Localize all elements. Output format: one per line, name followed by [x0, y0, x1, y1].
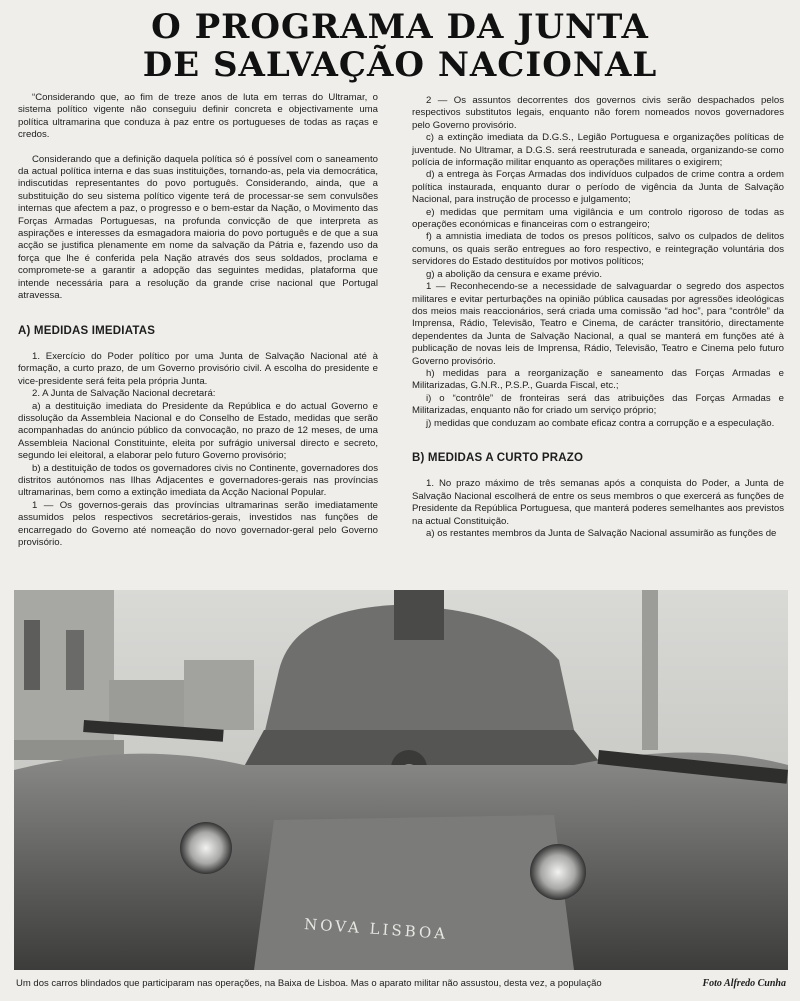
list-item: 2 — Os assuntos decorrentes dos governos civis serão despachados pelos respectivos substitutos legais, enquanto não forem nomeados novos governadores pelo Governo provisório.	[412, 95, 784, 131]
list-item: 1. No prazo máximo de três semanas após a conquista do Poder, a Junta de Salvação Nacional escolherá de entre os seus membros o que exercerá as funções de Presidente da República Portuguesa, que manterá poderes semelhantes aos previstos na actual Constituição.	[412, 478, 784, 527]
section-heading-b: B) MEDIDAS A CURTO PRAZO	[412, 451, 584, 464]
list-item: g) a abolição da censura e exame prévio.	[426, 268, 602, 280]
page-title	[0, 8, 800, 84]
list-item: a) os restantes membros da Junta de Salvação Nacional assumirão as funções de	[426, 528, 777, 539]
list-item: i) o “contrôle” de fronteiras será das atribuições das Forças Armadas e Militarizadas, enquanto não for criado um serviço próprio;	[412, 392, 784, 417]
title-line-2: DE SALVAÇÃO NACIONAL	[142, 45, 658, 85]
intro-paragraph: “Considerando que, ao fim de treze anos de luta em terras do Ultramar, o sistema político vigente não conseguiu definir concreta e objectivamente uma política ultramarina que conduza à paz entre os portugueses de todas as raças e credos.	[18, 92, 378, 141]
title-line-1: O PROGRAMA DA JUNTA	[151, 7, 649, 47]
vehicle-lettering: NOVA LISBOA	[303, 914, 449, 944]
right-column	[412, 95, 784, 540]
left-column	[18, 92, 378, 549]
list-item: 1. Exercício do Poder político por uma Junta de Salvação Nacional até à formação, a curto prazo, de um Governo provisório civil. A escolha do presidente e vice-presidente será feita pela própria Junta.	[18, 350, 378, 387]
list-item: j) medidas que conduzam ao combate eficaz contra a corrupção e a especulação.	[426, 417, 775, 429]
list-item: a) a destituição imediata do Presidente da República e do actual Governo e dissolução da Assembleia Nacional e do Conselho de Estado, medidas que serão acompanhadas do anúncio público da convocação, no prazo de 12 meses, de uma Assembleia Nacional Constituinte, eleita por sufrágio universal directo e secreto, segundo lei eleitoral, a elaborar pelo futuro Governo provisório;	[18, 400, 378, 462]
list-item: 2. A Junta de Salvação Nacional decretará:	[32, 388, 216, 400]
list-item: f) a amnistia imediata de todos os presos políticos, salvo os culpados de delitos comuns, os quais serão entregues ao foro respectivo, e reintegração voluntária dos servidores do Estado destituídos por motivos políticos;	[412, 231, 784, 268]
section-heading-a: A) MEDIDAS IMEDIATAS	[18, 324, 156, 337]
list-item: 1 — Reconhecendo-se a necessidade de salvaguardar o segredo dos aspectos militares e evitar perturbações na opinião pública causadas por agressões ideológicas dos meios mais reaccionários, será criada uma comissão “ad hoc”, para “contrôle” da Imprensa, Rádio, Televisão, Teatro e Cinema, de carácter transitório, directamente dependentes da Junta de Salvação Nacional, a qual se manterá em funções até à publicação de novas leis de Imprensa, Rádio, Televisão, Teatro e Cinema pelo futuro Governo provisório.	[412, 281, 784, 367]
list-item: e) medidas que permitam uma vigilância e um controlo rigoroso de todas as operações económicas e financeiras com o estrangeiro;	[412, 206, 784, 231]
photo-caption: Um dos carros blindados que participaram nas operações, na Baixa de Lisboa. Mas o aparato militar não assustou, desta vez, a população	[16, 978, 602, 989]
armored-car-photo	[14, 590, 788, 970]
photo-credit: Foto Alfredo Cunha	[702, 978, 786, 989]
list-item: d) a entrega às Forças Armadas dos indivíduos culpados de crime contra a ordem política instaurada, enquanto durar o período de vigência da Junta de Salvação Nacional, para instrução de processo e julgamento;	[412, 169, 784, 206]
intro-paragraph: Considerando que a definição daquela política só é possível com o saneamento da actual política interna e das suas instituições, tornando-as, pela via democrática, indiscutidas representantes do povo português. Considerando, ainda, que a substituição do seu sistema político vigente terá de processar-se sem convulsões internas que afectem a paz, o progresso e o bem-estar da Nação, o Movimento das Forças Armadas Portuguesas, na profunda convicção de que interpreta as aspirações e interesses da esmagadora maioria do povo português e de que a sua acção se justifica plenamente em nome da salvação da Pátria e, fazendo uso da força que lhe é conferida pela Nação através dos seus soldados, proclama e compromete-se a garantir a adopção das seguintes medidas, plataforma que intende necessária para a resolução da grande crise nacional que Portugal atravessa.	[18, 153, 378, 302]
list-item: h) medidas para a reorganização e saneamento das Forças Armadas e Militarizadas, G.N.R., P.S.P., Guarda Fiscal, etc.;	[412, 367, 784, 392]
list-item: 1 — Os governos-gerais das províncias ultramarinas serão imediatamente assumidos pelos respectivos secretários-gerais, investidos nas funções de encarregado do Governo até nomeação do novo governador-geral pelo Governo provisório.	[18, 499, 378, 548]
list-item: b) a destituição de todos os governadores civis no Continente, governadores dos distritos autónomos nas Ilhas Adjacentes e governadores-gerais nas províncias ultramarinas, bem como a extinção imediata da Acção Nacional Popular.	[18, 462, 378, 499]
list-item: c) a extinção imediata da D.G.S., Legião Portuguesa e organizações políticas de juventude. No Ultramar, a D.G.S. será reestruturada e saneada, organizando-se como polícia de informação militar enquanto as operações militares o exigirem;	[412, 132, 784, 169]
